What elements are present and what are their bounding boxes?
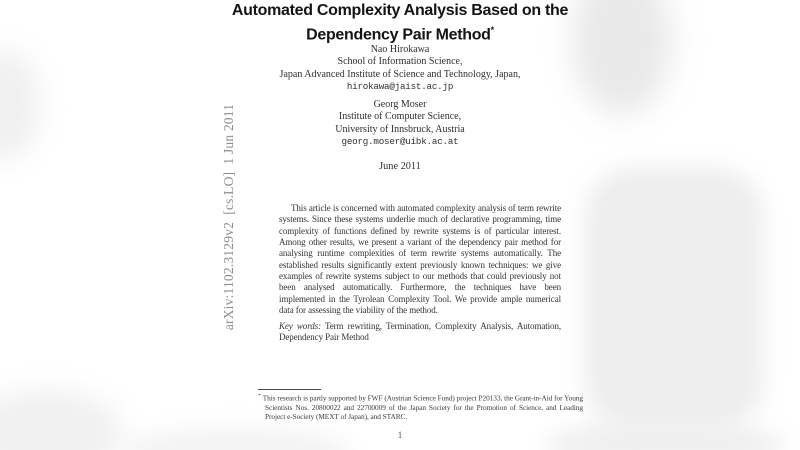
abstract-text: This article is concerned with automated complexity analysis of term rewrite systems. Since these systems underlie much of declarative programming, time complexity of functions defined by rewrite systems is of particular interest. Among other results, we present a variant of the dependency pair method for analysing runtime complexities of term rewrite systems automatically. The established results significantly extent previously known techniques: we give examples of rewrite systems subject to our methods that could previously not been analysed automatically. Furthermore, the techniques have been implemented in the Tyrolean Complexity Tool. We provide ample numerical data for assessing the viability of the method. [279, 203, 561, 316]
author-name: Nao Hirokawa [370, 44, 430, 55]
author-email: hirokawa@jaist.ac.jp [346, 81, 454, 93]
paper-title-line1: Automated Complexity Analysis Based on the [231, 2, 569, 19]
author-block-hirokawa [0, 44, 800, 94]
paper-title-line2-text: Dependency Pair Method [306, 25, 491, 43]
paper-title-line2 [0, 21, 800, 45]
arxiv-stamp: arXiv:1102.3129v2 [cs.LO] 1 Jun 2011 [221, 103, 236, 331]
footnote [258, 392, 583, 421]
keywords-label: Key words: [279, 321, 321, 331]
keywords-text: Term rewriting, Termination, Complexity Analysis, Automation, Dependency Pair Method [279, 321, 561, 343]
footnote-rule [258, 389, 321, 390]
background-shading [0, 390, 122, 450]
author-affiliation: Institute of Computer Science, [338, 111, 462, 123]
paper-date: June 2011 [379, 161, 421, 172]
author-email: georg.moser@uibk.ac.at [341, 136, 459, 148]
title-footnote-marker: * [490, 24, 494, 35]
keywords [279, 321, 561, 344]
author-affiliation: School of Information Science, [337, 56, 463, 68]
author-affiliation: University of Innsbruck, Austria [335, 123, 465, 135]
paper-title [0, 1, 800, 44]
footnote-text: This research is partly supported by FWF (Austrian Science Fund) project P20133, the Grant-in-Aid for Young Scientists Nos. 20800022 and 22700009 of the Japan Society for the Promotion of Science, and Leading Project e-Society (MEXT of Japan), and STARC. [262, 393, 583, 421]
author-block-moser [0, 99, 800, 149]
footnote-marker: * [258, 393, 261, 399]
background-shading [585, 168, 763, 430]
abstract [279, 203, 561, 316]
author-affiliation: Japan Advanced Institute of Science and Technology, Japan, [279, 68, 521, 80]
author-name: Georg Moser [373, 99, 427, 110]
page-number: 1 [397, 430, 403, 440]
